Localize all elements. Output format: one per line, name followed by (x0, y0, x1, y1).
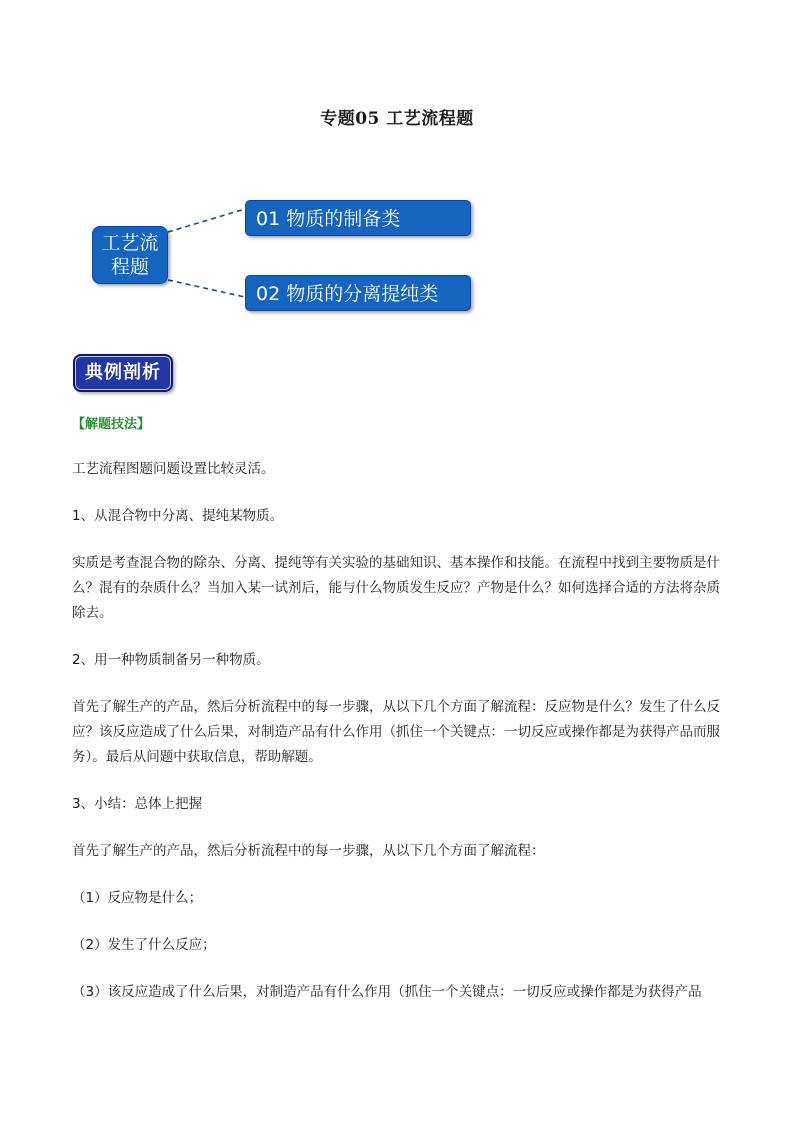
paragraph: 实质是考查混合物的除杂、分离、提纯等有关实验的基础知识、基本操作和技能。在流程中找到主要物质是什么？混有的杂质什么？当加入某一试剂后，能与什么物质发生反应？产物是什么？如何选择合适的方法将杂质除去。 (72, 555, 720, 621)
paragraph: 工艺流程图题问题设置比较灵活。 (72, 461, 275, 477)
page-title: 专题05 工艺流程题 (320, 109, 474, 129)
map-branch-preparation: 01 物质的制备类 (245, 200, 471, 236)
map-root-node: 工艺流程题 (92, 226, 168, 284)
paragraph: 首先了解生产的产品，然后分析流程中的每一步骤，从以下几个方面了解流程：反应物是什么？发生了什么反应？该反应造成了什么后果，对制造产品有什么作用（抓住一个关键点：一切反应或操作都是为获得产品而服务）。最后从问题中获取信息，帮助解题。 (72, 699, 720, 765)
connector-to-branch-2 (168, 280, 245, 297)
list-item: （2）发生了什么反应； (72, 937, 216, 953)
section-badge: 典例剖析 (73, 354, 173, 392)
connector-to-branch-1 (168, 209, 245, 232)
map-branch-separation: 02 物质的分离提纯类 (245, 275, 471, 311)
paragraph: 3、小结：总体上把握 (72, 796, 203, 812)
list-item: （1）反应物是什么； (72, 890, 203, 906)
paragraph: 1、从混合物中分离、提纯某物质。 (72, 508, 284, 524)
list-item: （3）该反应造成了什么后果，对制造产品有什么作用（抓住一个关键点：一切反应或操作都是为获得产品 (72, 984, 702, 1000)
body-text (72, 457, 726, 1027)
paragraph: 2、用一种物质制备另一种物质。 (72, 652, 270, 668)
paragraph: 首先了解生产的产品，然后分析流程中的每一步骤，从以下几个方面了解流程： (72, 843, 545, 859)
concept-map (0, 0, 794, 340)
tip-heading: 【解题技法】 (72, 417, 151, 432)
